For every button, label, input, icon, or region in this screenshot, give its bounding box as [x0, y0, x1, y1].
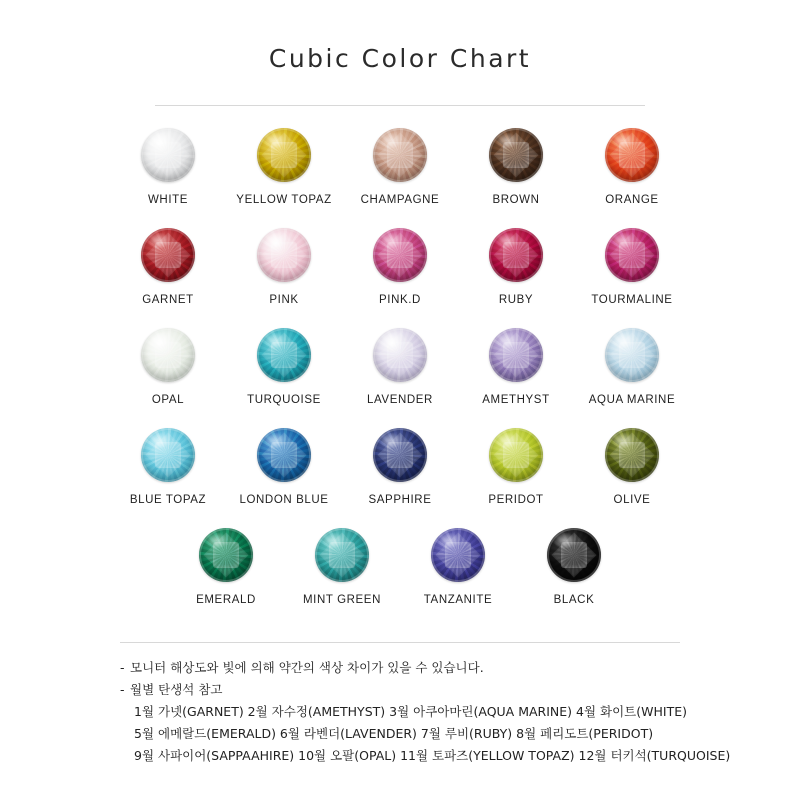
gem-swatch-mint-green	[313, 526, 371, 584]
gem-row	[110, 126, 690, 226]
gem-swatch-opal	[139, 326, 197, 384]
note-monitor-text: 모니터 해상도와 빛에 의해 약간의 색상 차이가 있을 수 있습니다.	[130, 660, 484, 675]
gem-cell-olive	[574, 426, 690, 506]
gem-label: EMERALD	[196, 594, 256, 606]
gem-cell-sapphire	[342, 426, 458, 506]
gem-label: BLACK	[553, 594, 595, 606]
gem-label: SAPPHIRE	[368, 494, 432, 506]
gem-cell-london-blue	[226, 426, 342, 506]
gem-label: BLUE TOPAZ	[129, 494, 207, 506]
gem-swatch-white	[139, 126, 197, 184]
gem-row	[110, 326, 690, 426]
gem-cell-champagne	[342, 126, 458, 206]
note-monitor	[120, 657, 680, 679]
gem-cell-yellow-topaz	[226, 126, 342, 206]
gem-swatch-tourmaline	[603, 226, 661, 284]
gem-cell-brown	[458, 126, 574, 206]
gem-swatch-ruby	[487, 226, 545, 284]
gem-label: OLIVE	[613, 494, 651, 506]
gem-row	[110, 526, 690, 626]
gem-swatch-emerald	[197, 526, 255, 584]
birthstone-line: 9월 사파이어(SAPPAAHIRE) 10월 오팔(OPAL) 11월 토파즈(YELLOW TOPAZ) 12월 터키석(TURQUOISE)	[134, 747, 731, 763]
gem-swatch-orange	[603, 126, 661, 184]
gem-label: LAVENDER	[367, 394, 433, 406]
gem-swatch-aqua-marine	[603, 326, 661, 384]
gem-label: OPAL	[151, 394, 185, 406]
gem-swatch-champagne	[371, 126, 429, 184]
gem-swatch-brown	[487, 126, 545, 184]
birthstone-line: 1월 가넷(GARNET) 2월 자수정(AMETHYST) 3월 아쿠아마린(AQUA MARINE) 4월 화이트(WHITE)	[134, 703, 687, 719]
gem-label: TANZANITE	[423, 594, 493, 606]
gem-swatch-pink	[255, 226, 313, 284]
gem-swatch-olive	[603, 426, 661, 484]
gem-label: TURQUOISE	[247, 394, 321, 406]
page-title: Cubic Color Chart	[268, 44, 532, 73]
gem-swatch-garnet	[139, 226, 197, 284]
gem-cell-tanzanite	[400, 526, 516, 606]
gem-cell-emerald	[168, 526, 284, 606]
gem-swatch-lavender	[371, 326, 429, 384]
gem-cell-pink-d	[342, 226, 458, 306]
gem-label: TOURMALINE	[591, 294, 673, 306]
gem-label: CHAMPAGNE	[360, 194, 440, 206]
gem-label: PERIDOT	[488, 494, 544, 506]
gem-label: GARNET	[142, 294, 194, 306]
note-birthstone-heading	[120, 679, 680, 701]
gem-row	[110, 226, 690, 326]
gem-swatch-amethyst	[487, 326, 545, 384]
gem-label: MINT GREEN	[303, 594, 381, 606]
note-dash: -	[120, 681, 125, 697]
note-birthstone-title: 월별 탄생석 참고	[130, 681, 223, 697]
gem-cell-white	[110, 126, 226, 206]
birthstone-list	[120, 701, 731, 767]
gem-swatch-pink-d	[371, 226, 429, 284]
gem-label: ORANGE	[605, 194, 659, 206]
gem-swatch-peridot	[487, 426, 545, 484]
gem-cell-ruby	[458, 226, 574, 306]
gem-swatch-blue-topaz	[139, 426, 197, 484]
gem-cell-pink	[226, 226, 342, 306]
gem-label: PINK	[269, 294, 299, 306]
gem-label: AQUA MARINE	[588, 394, 676, 406]
gem-swatch-yellow-topaz	[255, 126, 313, 184]
gem-cell-black	[516, 526, 632, 606]
birthstone-line: 5월 에메랄드(EMERALD) 6월 라벤더(LAVENDER) 7월 루비(RUBY) 8월 페리도트(PERIDOT)	[134, 725, 654, 741]
gem-cell-orange	[574, 126, 690, 206]
gem-grid	[110, 106, 690, 626]
gem-cell-lavender	[342, 326, 458, 406]
gem-label: YELLOW TOPAZ	[236, 194, 332, 206]
gem-swatch-turquoise	[255, 326, 313, 384]
gem-label: BROWN	[492, 194, 540, 206]
gem-label: AMETHYST	[482, 394, 550, 406]
gem-cell-amethyst	[458, 326, 574, 406]
bottom-divider	[120, 642, 680, 643]
gem-cell-blue-topaz	[110, 426, 226, 506]
notes-section	[120, 657, 731, 766]
gem-swatch-tanzanite	[429, 526, 487, 584]
note-dash: -	[120, 660, 125, 675]
gem-cell-garnet	[110, 226, 226, 306]
gem-label: PINK.D	[379, 294, 421, 306]
gem-label: RUBY	[498, 294, 534, 306]
gem-cell-mint-green	[284, 526, 400, 606]
gem-swatch-black	[545, 526, 603, 584]
gem-cell-opal	[110, 326, 226, 406]
gem-cell-peridot	[458, 426, 574, 506]
gem-cell-aqua-marine	[574, 326, 690, 406]
gem-swatch-london-blue	[255, 426, 313, 484]
gem-label: LONDON BLUE	[239, 494, 329, 506]
gem-cell-turquoise	[226, 326, 342, 406]
gem-cell-tourmaline	[574, 226, 690, 306]
gem-label: WHITE	[147, 194, 189, 206]
gem-row	[110, 426, 690, 526]
gem-swatch-sapphire	[371, 426, 429, 484]
